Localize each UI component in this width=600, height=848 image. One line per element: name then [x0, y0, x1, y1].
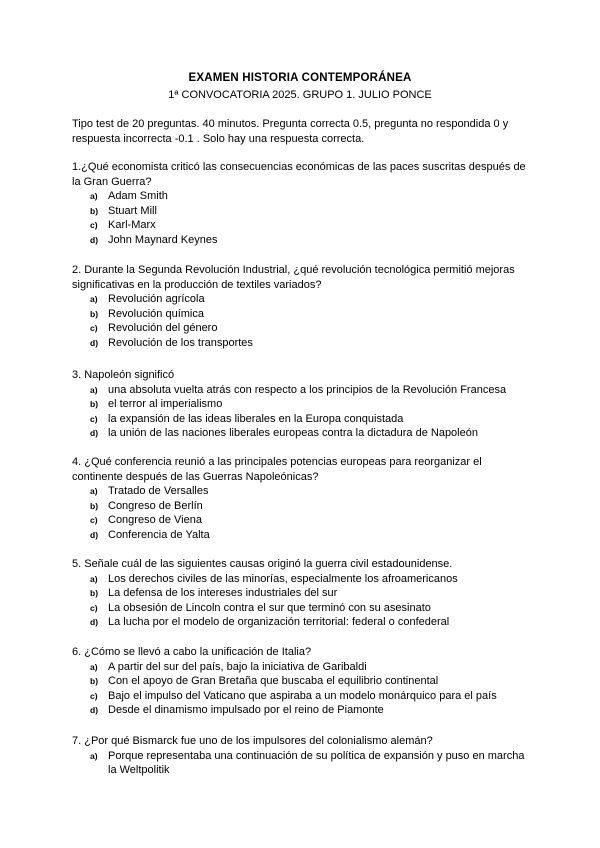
option-letter: b): [90, 588, 99, 599]
option-text: Revolución del género: [108, 322, 218, 335]
question-6: [72, 645, 532, 718]
answer-option: [72, 336, 532, 351]
option-text: Con el apoyo de Gran Bretaña que buscaba el equilibrio continental: [108, 675, 439, 688]
question-stem: 6. ¿Cómo se llevó a cabo la unificación de Italia?: [72, 646, 312, 658]
option-letter: a): [90, 294, 98, 305]
answer-options: [72, 572, 532, 630]
answer-option: [72, 292, 532, 307]
option-text: Congreso de Berlín: [108, 499, 203, 512]
option-letter: b): [90, 308, 99, 319]
option-text: Conferencia de Yalta: [108, 528, 210, 541]
option-text: Bajo el impulso del Vaticano que aspiraba a un modelo monárquico para el país: [108, 689, 497, 702]
option-text: Los derechos civiles de las minorías, especialmente los afroamericanos: [108, 572, 458, 585]
answer-option: [72, 204, 532, 219]
option-text: Tratado de Versalles: [108, 485, 209, 498]
answer-options: [72, 383, 532, 441]
option-text: Revolución de los transportes: [108, 336, 253, 349]
answer-option: [72, 383, 532, 398]
option-text: la unión de las naciones liberales europeas contra la dictadura de Napoleón: [108, 427, 478, 440]
option-letter: d): [90, 617, 99, 628]
question-stem: 5. Señale cuál de las siguientes causas originó la guerra civil estadounidense.: [72, 558, 453, 570]
option-letter: c): [90, 602, 98, 613]
answer-option: [72, 689, 532, 704]
answer-options: [72, 660, 532, 718]
option-text: Porque representaba una continuación de su política de expansión y puso en marcha la Weltpolitik: [108, 749, 525, 777]
answer-option: [72, 321, 532, 336]
answer-option: [72, 528, 532, 543]
answer-option: [72, 674, 532, 689]
option-text: una absoluta vuelta atrás con respecto a los principios de la Revolución Francesa: [108, 383, 507, 396]
answer-option: [72, 484, 532, 499]
answer-option: [72, 426, 532, 441]
question-stem: 1.¿Qué economista criticó las consecuencias económicas de las paces suscritas después de la Gran Guerra?: [72, 161, 526, 188]
option-text: John Maynard Keynes: [108, 233, 218, 246]
option-letter: a): [90, 486, 98, 497]
option-letter: b): [90, 676, 99, 687]
option-letter: a): [90, 750, 98, 761]
answer-option: [72, 233, 532, 248]
question-2: [72, 263, 532, 351]
answer-option: [72, 586, 532, 601]
answer-options: [72, 189, 532, 247]
option-letter: a): [90, 661, 98, 672]
answer-option: [72, 749, 532, 778]
option-text: A partir del sur del país, bajo la iniciativa de Garibaldi: [108, 660, 367, 673]
option-text: Karl-Marx: [108, 219, 156, 232]
exam-subtitle: 1ª CONVOCATORIA 2025. GRUPO 1. JULIO PONCE: [168, 89, 432, 101]
question-3: [72, 368, 532, 441]
answer-options: [72, 292, 532, 350]
question-stem: 3. Napoleón significó: [72, 369, 175, 381]
question-4: [72, 455, 532, 543]
option-text: La obsesión de Lincoln contra el sur que terminó con su asesinato: [108, 601, 431, 614]
answer-option: [72, 307, 532, 322]
question-5: [72, 557, 532, 630]
answer-options: [72, 749, 532, 778]
question-stem: 4. ¿Qué conferencia reunió a las principales potencias europeas para reorganizar el continente después de las Guerras Napoleónicas?: [72, 456, 482, 483]
answer-option: [72, 397, 532, 412]
answer-options: [72, 484, 532, 542]
answer-option: [72, 218, 532, 233]
option-text: Congreso de Viena: [108, 514, 202, 527]
option-letter: c): [90, 220, 98, 231]
question-1: [72, 160, 532, 248]
answer-option: [72, 513, 532, 528]
option-letter: a): [90, 384, 98, 395]
option-letter: d): [90, 705, 99, 716]
option-text: La lucha por el modelo de organización territorial: federal o confederal: [108, 616, 450, 629]
option-letter: b): [90, 399, 99, 410]
option-text: Desde el dinamismo impulsado por el reino de Piamonte: [108, 704, 384, 717]
option-letter: d): [90, 337, 99, 348]
option-letter: c): [90, 690, 98, 701]
option-text: Adam Smith: [108, 190, 168, 203]
answer-option: [72, 703, 532, 718]
option-text: la expansión de las ideas liberales en la Europa conquistada: [108, 412, 404, 425]
answer-option: [72, 601, 532, 616]
option-letter: b): [90, 205, 99, 216]
option-text: Revolución química: [108, 307, 204, 320]
option-text: Revolución agrícola: [108, 293, 205, 306]
option-letter: d): [90, 529, 99, 540]
option-letter: d): [90, 428, 99, 439]
answer-option: [72, 572, 532, 587]
option-letter: b): [90, 500, 99, 511]
option-letter: c): [90, 413, 98, 424]
answer-option: [72, 660, 532, 675]
answer-option: [72, 615, 532, 630]
question-7: [72, 734, 532, 778]
answer-option: [72, 189, 532, 204]
option-letter: a): [90, 191, 98, 202]
exam-instructions: Tipo test de 20 preguntas. 40 minutos. Pregunta correcta 0.5, pregunta no respondida 0 y respuesta incorrecta -0.1 . Solo hay una respuesta correcta.: [72, 118, 509, 145]
option-letter: a): [90, 573, 98, 584]
option-text: Stuart Mill: [108, 204, 157, 217]
answer-option: [72, 499, 532, 514]
answer-option: [72, 412, 532, 427]
option-letter: c): [90, 515, 98, 526]
exam-title: EXAMEN HISTORIA CONTEMPORÁNEA: [188, 72, 412, 84]
option-text: el terror al imperialismo: [108, 398, 223, 411]
question-stem: 7. ¿Por qué Bismarck fue uno de los impulsores del colonialismo alemán?: [72, 735, 433, 747]
option-letter: d): [90, 234, 99, 245]
option-text: La defensa de los intereses industriales del sur: [108, 587, 338, 600]
option-letter: c): [90, 323, 98, 334]
question-stem: 2. Durante la Segunda Revolución Industrial, ¿qué revolución tecnológica permitió mejoras significativas en la producción de textiles variados?: [72, 264, 515, 291]
